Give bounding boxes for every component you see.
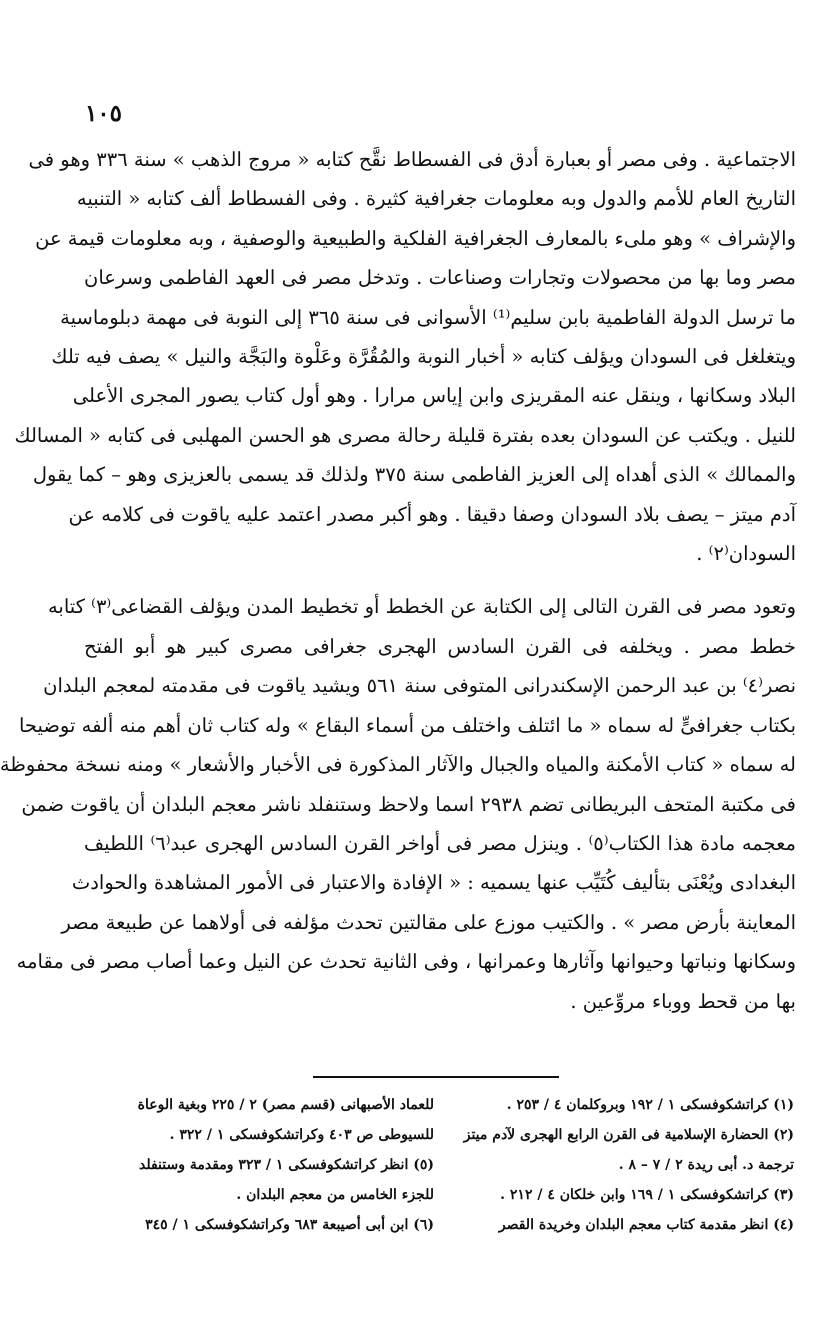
- text-line: المعاينة بأرض مصر » . والكتيب موزع على مقالتين تحدث مؤلفه فى أولاهما عن طبيعة مصر: [61, 910, 796, 934]
- text-line: للنيل . ويكتب عن السودان بعده بفترة قليلة رحالة مصرى هو الحسن المهلبى فى كتابه « المسالك: [14, 423, 796, 447]
- footnote-line: للعماد الأصبهانى (قسم مصر) ٢ / ٢٢٥ وبغية الوعاة: [137, 1097, 434, 1113]
- text-line: معجمه مادة هذا الكتاب⁽٥⁾ . وينزل مصر فى أواخر القرن السادس الهجرى عبد⁽٦⁾ اللطيف: [84, 831, 796, 855]
- text-line: التاريخ العام للأمم والدول وبه معلومات جغرافية كثيرة . وفى الفسطاط ألف كتابه « التنبيه: [76, 187, 796, 211]
- footnote-line: ترجمة د. أبى ريدة ٢ / ٧ – ٨ .: [618, 1157, 794, 1173]
- text-line: الاجتماعية . وفى مصر أو بعبارة أدق فى الفسطاط نقَّح كتابه « مروج الذهب » سنة ٣٣٦ وهو فى: [28, 148, 796, 171]
- footnote-line: (١) كراتشكوفسكى ١ / ١٩٢ وبروكلمان ٤ / ٢٥٣ .: [506, 1097, 794, 1113]
- text-line: له سماه « كتاب الأمكنة والمياه والجبال والآثار المذكورة فى الأخبار والأشعار » ومنه نسخة محفوظة: [0, 753, 796, 777]
- footnote-separator: [313, 1076, 559, 1078]
- footnotes: [89, 1090, 794, 1250]
- main-text: [0, 140, 796, 1021]
- footnote-line: للسيوطى ص ٤٠٣ وكراتشكوفسكى ١ / ٣٢٢ .: [169, 1127, 434, 1143]
- text-line: آدم ميتز – يصف بلاد السودان وصفا دقيقا . وهو أكبر مصدر اعتمد عليه ياقوت فى كلامه عن: [68, 502, 796, 526]
- text-line: مصر وما بها من محصولات وتجارات وصناعات . وتدخل مصر فى العهد الفاطمى وسرعان: [84, 266, 796, 290]
- text-line: السودان⁽٢⁾ .: [696, 542, 796, 566]
- footnote-line: (٣) كراتشكوفسكى ١ / ١٦٩ وابن خلكان ٤ / ٢١٢ .: [500, 1187, 794, 1203]
- text-line: ويتغلغل فى السودان ويؤلف كتابه « أخبار النوبة والمُقُرَّة وعَلْوة والبَجَّة والنيل » يصف فيه تلك: [51, 345, 796, 369]
- text-line: وتعود مصر فى القرن التالى إلى الكتابة عن الخطط أو تخطيط المدن ويؤلف القضاعى⁽٣⁾ كتابه: [47, 595, 796, 619]
- text-line: بها من قحط ووباء مروِّعين .: [570, 989, 796, 1013]
- text-line: البلاد وسكانها ، وينقل عنه المقريزى وابن إياس مرارا . وهو أول كتاب يصور المجرى الأعلى: [72, 384, 796, 408]
- footnotes-left-column: [89, 1090, 434, 1240]
- text-line: خطط مصر . ويخلفه فى القرن السادس الهجرى جغرافى مصرى كبير هو أبو الفتح: [84, 634, 796, 658]
- footnote-line: (٤) انظر مقدمة كتاب معجم البلدان وخريدة القصر: [498, 1217, 794, 1233]
- footnote-line: (٢) الحضارة الإسلامية فى القرن الرابع الهجرى لآدم ميتز: [463, 1127, 794, 1143]
- text-line: والإشراف » وهو ملىء بالمعارف الجغرافية الفلكية والطبيعية والوصفية ، وبه معلومات قيمة عن: [35, 226, 796, 250]
- text-line: فى مكتبة المتحف البريطانى تضم ٢٩٣٨ اسما ولاحظ وستنفلد ناشر معجم البلدان أن ياقوت ضمن: [21, 792, 796, 816]
- footnote-line: (٦) ابن أبى أصيبعة ٦٨٣ وكراتشكوفسكى ١ / ٣٤٥: [145, 1217, 434, 1233]
- text-line: البغدادى ويُعْنَى بتأليف كُتَيِّب عنها يسميه : « الإفادة والاعتبار فى الأمور المشاهدة والحوادث: [71, 871, 796, 895]
- text-line: بكتاب جغرافىٍّ له سماه « ما ائتلف واختلف من أسماء البقاع » وله كتاب ثان أهم منه ألفه توضيحا: [18, 713, 796, 737]
- text-line: والممالك » الذى أهداه إلى العزيز الفاطمى سنة ٣٧٥ ولذلك قد يسمى بالعزيزى وهو – كما يقول: [32, 463, 796, 487]
- text-line: ما ترسل الدولة الفاطمية بابن سليم⁽¹⁾ الأسوانى فى سنة ٣٦٥ إلى النوبة فى مهمة دبلوماسية: [60, 305, 796, 329]
- footnotes-right-column: [449, 1090, 794, 1240]
- footnote-line: (٥) انظر كراتشكوفسكى ١ / ٣٢٣ ومقدمة وستنفلد: [138, 1157, 434, 1173]
- paragraph-gap: [84, 573, 796, 587]
- text-line: وسكانها ونباتها وحيوانها وآثارها وعمرانها ، وفى الثانية تحدث عن النيل وعما أصاب مصر فى مقامه: [16, 950, 796, 974]
- text-line: نصر⁽٤⁾ بن عبد الرحمن الإسكندرانى المتوفى سنة ٥٦١ ويشيد ياقوت فى مقدمته لمعجم البلدان: [43, 674, 796, 698]
- footnote-line: للجزء الخامس من معجم البلدان .: [236, 1187, 434, 1203]
- page-number: ١٠٥: [84, 100, 122, 127]
